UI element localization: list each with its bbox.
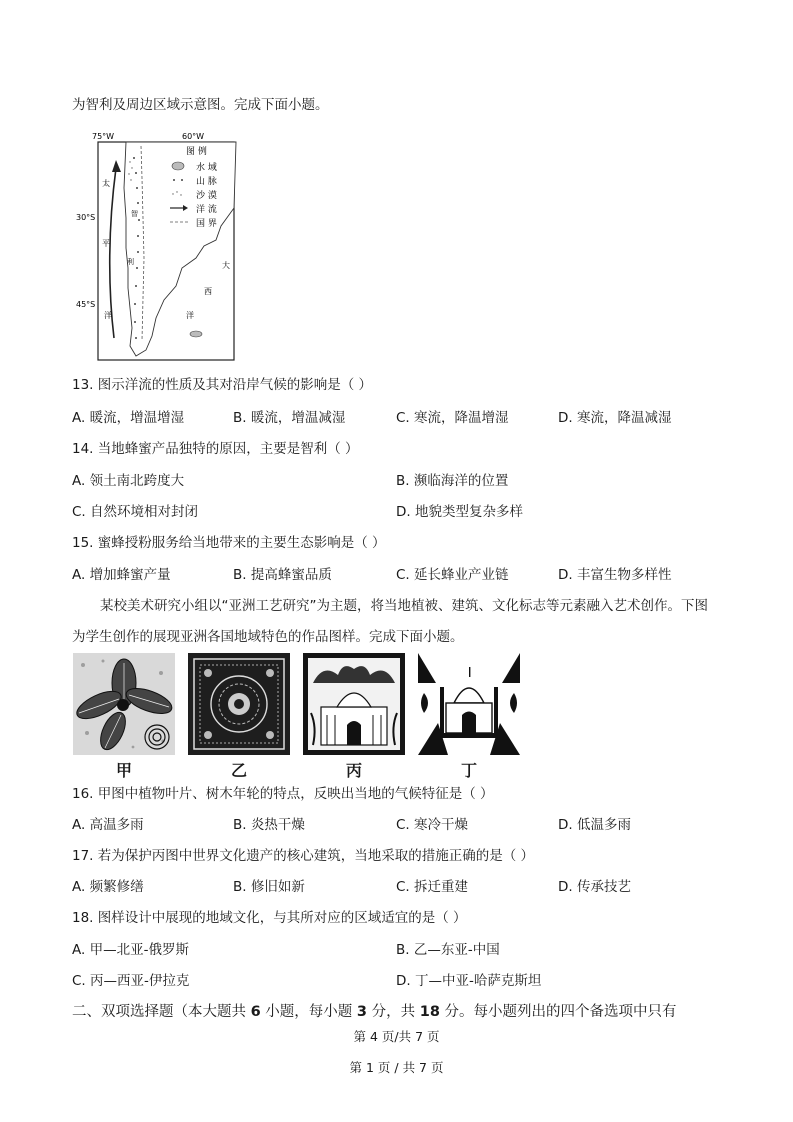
lon-left-label: 75°W xyxy=(92,132,115,141)
q14-option-b[interactable]: B. 濒临海洋的位置 xyxy=(396,473,509,489)
q16-option-d[interactable]: D. 低温多雨 xyxy=(558,817,631,833)
q17-option-a[interactable]: A. 频繁修缮 xyxy=(72,879,144,895)
q16-option-c[interactable]: C. 寒冷干燥 xyxy=(396,817,469,833)
pattern-label-yi: 乙 xyxy=(230,761,247,780)
q17-option-c[interactable]: C. 拆迁重建 xyxy=(396,879,469,895)
page-number-inner: 第 4 页/共 7 页 xyxy=(353,1029,440,1044)
lake-icon xyxy=(190,331,202,337)
pacific-label-1: 太 xyxy=(102,179,110,188)
section2-heading: 二、双项选择题（本大题共 6 小题，每小题 3 分，共 18 分。每小题列出的四个备选项中只有 xyxy=(72,1004,677,1020)
q18-option-d[interactable]: D. 丁—中亚-哈萨克斯坦 xyxy=(396,973,542,989)
chile-label-2: 利 xyxy=(127,258,134,266)
q13-stem: 13. 图示洋流的性质及其对沿岸气候的影响是（ ） xyxy=(72,377,373,393)
q18-stem: 18. 图样设计中展现的地域文化，与其所对应的区域适宜的是（ ） xyxy=(72,910,467,926)
q13-option-a[interactable]: A. 暖流，增温增湿 xyxy=(72,410,185,426)
pattern-label-bing: 丙 xyxy=(345,761,362,780)
q15-option-b[interactable]: B. 提高蜂蜜品质 xyxy=(233,567,332,583)
map-intro: 为智利及周边区域示意图。完成下面小题。 xyxy=(72,97,329,113)
q13-option-b[interactable]: B. 暖流，增温减湿 xyxy=(233,410,346,426)
q15-stem: 15. 蜜蜂授粉服务给当地带来的主要生态影响是（ ） xyxy=(72,535,386,551)
atlantic-label-2: 西 xyxy=(204,287,212,296)
lat-top-label: 30°S xyxy=(76,213,96,222)
q13-option-d[interactable]: D. 寒流，降温减湿 xyxy=(558,410,672,426)
legend-label-4: 洋 流 xyxy=(196,205,217,215)
q18-option-c[interactable]: C. 丙—西亚-伊拉克 xyxy=(72,973,190,989)
chile-label-1: 智 xyxy=(131,210,138,218)
q16-option-b[interactable]: B. 炎热干燥 xyxy=(233,817,305,833)
q15-option-d[interactable]: D. 丰富生物多样性 xyxy=(558,567,672,583)
page-number-outer: 第 1 页 / 共 7 页 xyxy=(349,1060,444,1075)
q18-option-a[interactable]: A. 甲—北亚-俄罗斯 xyxy=(72,942,189,958)
pattern-ding-image xyxy=(418,653,520,755)
pacific-label-2: 平 xyxy=(102,239,110,248)
pattern-bing-image xyxy=(303,653,405,755)
q17-option-b[interactable]: B. 修旧如新 xyxy=(233,879,305,895)
legend-label-3: 沙 漠 xyxy=(196,191,217,201)
pattern-yi-image xyxy=(188,653,290,755)
pattern-label-jia: 甲 xyxy=(115,761,132,780)
art-intro-line-1: 某校美术研究小组以“亚洲工艺研究”为主题，将当地植被、建筑、文化标志等元素融入艺术创作。下图 xyxy=(100,598,708,614)
pattern-label-ding: 丁 xyxy=(460,761,477,780)
legend-label-1: 水 域 xyxy=(196,163,217,173)
legend-label-2: 山 脉 xyxy=(196,177,217,187)
lat-bottom-label: 45°S xyxy=(76,300,96,309)
q17-stem: 17. 若为保护丙图中世界文化遗产的核心建筑，当地采取的措施正确的是（ ） xyxy=(72,848,535,864)
legend-title: 图 例 xyxy=(186,147,207,157)
q14-option-a[interactable]: A. 领土南北跨度大 xyxy=(72,473,185,489)
q18-option-b[interactable]: B. 乙—东亚-中国 xyxy=(396,942,500,958)
q14-option-d[interactable]: D. 地貌类型复杂多样 xyxy=(396,504,523,520)
q17-option-d[interactable]: D. 传承技艺 xyxy=(558,879,631,895)
q16-stem: 16. 甲图中植物叶片、树木年轮的特点，反映出当地的气候特征是（ ） xyxy=(72,786,494,802)
atlantic-label-3: 洋 xyxy=(186,311,194,320)
legend-label-5: 国 界 xyxy=(196,219,217,229)
q14-option-c[interactable]: C. 自然环境相对封闭 xyxy=(72,504,199,520)
atlantic-label-1: 大 xyxy=(222,261,230,270)
chile-map xyxy=(76,128,246,364)
q15-option-c[interactable]: C. 延长蜂业产业链 xyxy=(396,567,509,583)
legend-lake-icon xyxy=(172,162,184,170)
lon-right-label: 60°W xyxy=(182,132,205,141)
pacific-label-3: 洋 xyxy=(104,311,112,320)
q16-option-a[interactable]: A. 高温多雨 xyxy=(72,817,144,833)
q14-stem: 14. 当地蜂蜜产品独特的原因，主要是智利（ ） xyxy=(72,441,359,457)
pattern-jia-image xyxy=(73,653,175,755)
art-intro-line-2: 为学生创作的展现亚洲各国地域特色的作品图样。完成下面小题。 xyxy=(72,629,464,645)
q15-option-a[interactable]: A. 增加蜂蜜产量 xyxy=(72,567,171,583)
q13-option-c[interactable]: C. 寒流，降温增湿 xyxy=(396,410,509,426)
